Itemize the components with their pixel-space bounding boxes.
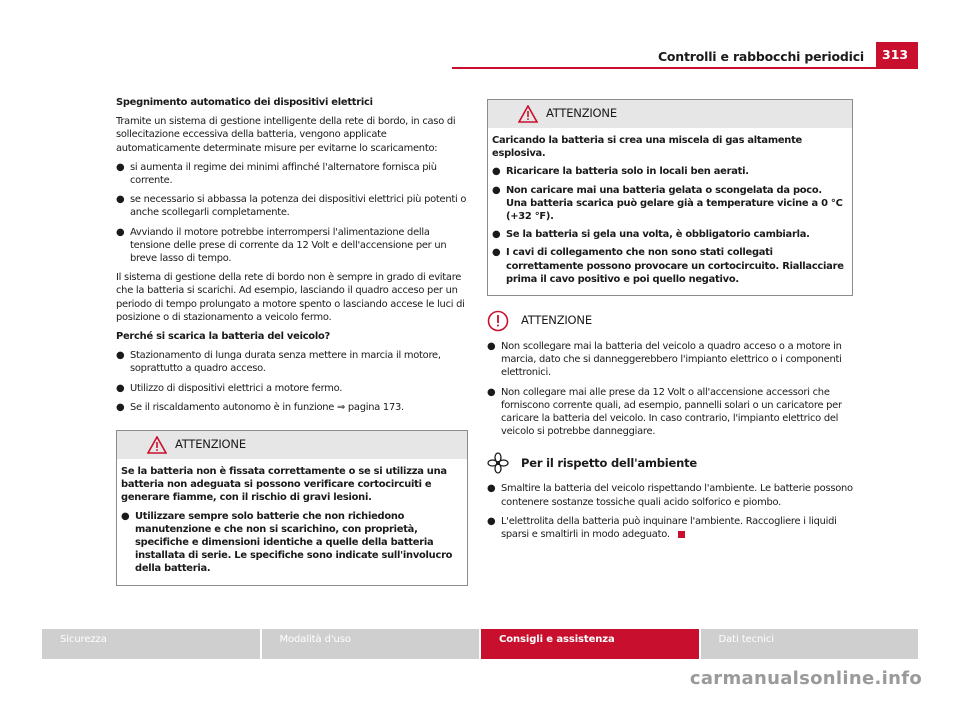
list-item: ● Non collegare mai alle prese da 12 Volt o all'accensione accessori che forniscono corrente quali, ad esempio, pannelli solari o un caricatore per caricare la batteria del veicolo. In caso contrario, l'impianto elettrico del veicolo si potrebbe danneggiare. (487, 386, 842, 438)
list-item: ● Non caricare mai una batteria gelata o scongelata da poco. Una batteria scarica può gelare già a temperature vicine a 0 °C (+32 °F). (492, 184, 843, 223)
list-item: ● Smaltire la batteria del veicolo rispettando l'ambiente. Le batterie possono contenere sostanze tossiche quali acido solforico e piombo. (487, 483, 853, 508)
list-item: ● Avviando il motore potrebbe interrompersi l'alimentazione della tensione delle prese di corrente da 12 Volt e dell'accensione per un breve lasso di tempo. (116, 226, 447, 265)
list-item: ● Se il riscaldamento autonomo è in funzione ⇒ pagina 173. (116, 401, 404, 413)
watermark: carmanualsonline.info (689, 668, 922, 689)
bullet-icon: ● (116, 350, 125, 362)
warning-title: ATTENZIONE (521, 313, 592, 328)
list-item: ● Ricaricare la batteria solo in locali ben aerati. (492, 166, 749, 178)
list-item: ● Utilizzare sempre solo batterie che non richiedono manutenzione e che non si scarichino, con proprietà, specifiche e dimensioni identiche a quelle della batteria installata di serie. Le specifiche sono indicate sull'involucro della batteria. (121, 510, 453, 575)
environment-heading (475, 452, 853, 474)
left-column (116, 96, 468, 586)
warning-body (488, 128, 852, 295)
caution-circle-icon (487, 310, 509, 332)
list-item: ● Non scollegare mai la batteria del veicolo a quadro acceso o a motore in marcia, dato che si danneggerebbero l'impianto elettrico o i componenti elettronici. (487, 341, 842, 379)
list-item: ● I cavi di collegamento che non sono stati collegati correttamente possono provocare un cortocircuito. Riallacciare prima il cavo positivo e poi quello negativo. (492, 247, 844, 285)
warning-intro: Caricando la batteria si crea una miscela di gas altamente esplosiva. (492, 135, 803, 160)
footer-tab-sicurezza[interactable]: Sicurezza (42, 629, 260, 659)
body-paragraph: Il sistema di gestione della rete di bordo non è sempre in grado di evitare che la batteria si scarichi. Ad esempio, lasciando il quadro acceso per un periodo di tempo prolungato a motore spento o lasciando accese le luci di posizione o di stazionamento a veicolo fermo. (116, 272, 465, 323)
list-item: ● Stazionamento di lunga durata senza mettere in marcia il motore, soprattutto a quadro acceso. (116, 350, 441, 375)
header-rule (452, 67, 918, 69)
warning-title: ATTENZIONE (546, 106, 617, 121)
bullet-icon: ● (116, 161, 125, 173)
section-end-mark (678, 531, 685, 538)
page-header-title: Controlli e rabbocchi periodici (657, 49, 864, 64)
list-item (487, 515, 853, 541)
footer-nav (42, 629, 918, 659)
bullet-icon: ● (487, 341, 496, 353)
warning-header (488, 100, 852, 128)
list-item: ● si aumenta il regime dei minimi affinché l'alternatore fornisca più corrente. (116, 161, 437, 187)
bullet-icon: ● (116, 194, 125, 206)
bullet-icon: ● (492, 247, 501, 259)
warning-triangle-icon (518, 105, 538, 123)
bullet-icon: ● (487, 483, 496, 495)
bullet-icon: ● (492, 166, 501, 178)
list-item: ● se necessario si abbassa la potenza dei dispositivi elettrici più potenti o anche scollegarli completamente. (116, 194, 467, 219)
warning-box-battery-fixing (116, 430, 468, 586)
bullet-icon: ● (487, 515, 496, 527)
environment-title: Per il rispetto dell'ambiente (521, 455, 698, 470)
right-column (487, 99, 853, 547)
environment-flower-icon (487, 452, 509, 474)
warning-intro: Se la batteria non è fissata correttamente o se si utilizza una batteria non adeguata si possono verificare cortocircuiti e generare fiamme, con il rischio di gravi lesioni. (121, 466, 447, 504)
warning-title: ATTENZIONE (175, 437, 246, 452)
warning-box-charging (487, 99, 853, 296)
bullet-icon: ● (492, 184, 501, 196)
warning-body (117, 459, 467, 585)
bullet-icon: ● (487, 386, 496, 398)
footer-tab-modalita-uso[interactable]: Modalità d'uso (262, 629, 480, 659)
footer-tab-dati-tecnici[interactable]: Dati tecnici (701, 629, 919, 659)
bullet-icon: ● (121, 510, 130, 522)
warning-header (117, 431, 467, 459)
page-number-badge: 313 (876, 42, 918, 68)
list-item: ● Utilizzo di dispositivi elettrici a motore fermo. (116, 382, 343, 394)
list-item: ● Se la batteria si gela una volta, è obbligatorio cambiarla. (492, 229, 810, 241)
warning-triangle-icon (147, 436, 167, 454)
intro-paragraph: Tramite un sistema di gestione intelligente della rete di bordo, in caso di sollecitazione eccessiva della batteria, vengono applicate automaticamente determinate misure per evitarne lo scaricamento: (116, 116, 456, 154)
section-heading-why-discharge: Perché si scarica la batteria del veicolo? (116, 331, 330, 343)
list-item-text: L'elettrolita della batteria può inquinare l'ambiente. Raccogliere i liquidi sparsi e smaltirli in modo adeguato. (501, 515, 837, 541)
warning-heading-disconnect (475, 310, 853, 332)
bullet-icon: ● (116, 226, 125, 238)
bullet-icon: ● (116, 401, 125, 413)
bullet-icon: ● (116, 382, 125, 394)
footer-tab-consigli-assistenza[interactable]: Consigli e assistenza (481, 629, 699, 659)
section-heading-auto-shutdown: Spegnimento automatico dei dispositivi elettrici (116, 97, 373, 108)
bullet-icon: ● (492, 229, 501, 241)
